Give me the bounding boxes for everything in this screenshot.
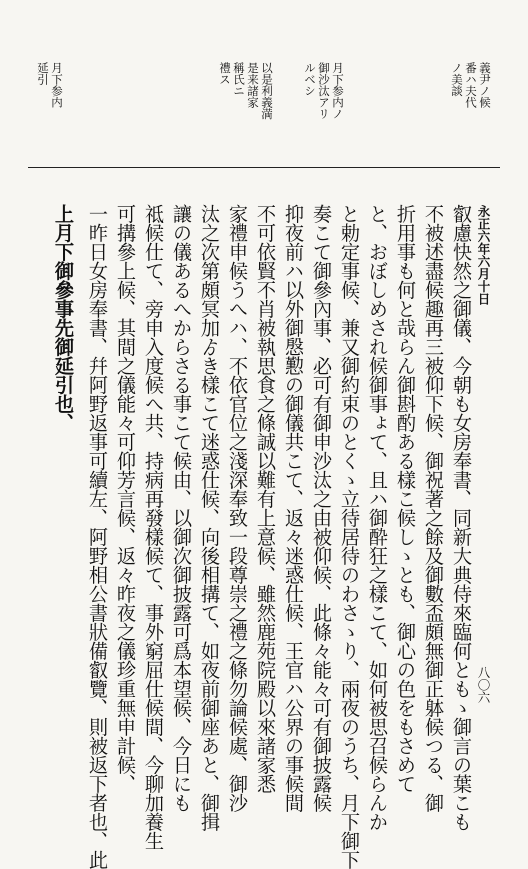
marginal-note-b-3: ルベシ xyxy=(303,62,317,97)
text-column-7: 抑夜前ハ以外御慇懃の御儀共こて、返々迷惑仕候、王官ハ公界の事候間 xyxy=(282,204,305,812)
marginal-note-b-2: 御沙汰アリ xyxy=(317,62,331,120)
text-column-5: と勅定事候、兼又御約束のとくゝ立待居待のわさゝり、兩夜のうち、月下御下 xyxy=(338,204,361,869)
text-column-15: 上月下御參事先御延引也、 xyxy=(52,204,75,432)
text-column-8: 不可依賢不肖被執思食之條誠以難有上意候、雖然鹿苑院殿以來諸家悉 xyxy=(254,204,277,793)
marginal-note-c-4: 禮ス xyxy=(218,62,232,85)
marginal-note-c-1: 以是利義満 xyxy=(260,62,274,120)
page-number: 八〇六 xyxy=(476,666,491,704)
marginal-note-d-2: 延引 xyxy=(36,62,50,85)
text-column-13: 可搆參上候、其間之儀能々可仰芳言候、返々昨夜之儀珍重無申計候、 xyxy=(114,204,137,793)
text-column-6: 奏こて御參內事、必可有御申沙汰之由被仰候、此條々能々可有御披露候 xyxy=(310,204,333,812)
marginal-note-d-1: 月下参内 xyxy=(50,62,64,108)
text-column-12: 祗候仕て、旁申入度候へ共、持病再發樣候て、事外窮屈仕候間、今聊加養生 xyxy=(142,204,165,850)
header-rule xyxy=(28,167,500,168)
marginal-note-a-3: ノ美談 xyxy=(450,62,464,97)
text-column-1: 叡慮快然之御儀、今朝も女房奉書、同新大典侍來臨何ともゝ御言の葉こも xyxy=(450,204,473,831)
text-column-2: 不被述盡候趣再三被仰下候、御祝著之餘及御數盃頗無御正躰候つる、御 xyxy=(422,204,445,812)
text-column-10: 汰之次第頗冥加ゟき樣こて迷惑仕候、向後相搆て、如夜前御座あと、御揖 xyxy=(198,204,221,831)
text-column-3: 折用事も何と哉らん御斟酌ある樣こ候しゝとも、御心の色をもさめて xyxy=(394,204,417,793)
marginal-note-b-1: 月下参内ノ xyxy=(331,62,345,120)
text-column-11: 讓の儀あるへからさる事こて候由、以御次御披露可爲本望候、今日にも xyxy=(170,204,193,812)
marginal-note-c-2: 是来諸家 xyxy=(246,62,260,108)
text-column-4: と、おぼしめされ候御事ょて、且ハ御酔狂之樣こて、如何被思召候らんか xyxy=(366,204,389,831)
marginal-note-a-1: 義尹ノ候 xyxy=(478,62,492,108)
marginal-note-a-2: 番ハ夫代 xyxy=(464,62,478,108)
marginal-note-c-3: 稱氏ニ xyxy=(232,62,246,97)
running-header-date: 永正六年六月十日 xyxy=(476,205,491,305)
text-column-14: 一昨日女房奉書、幷阿野返事可續左、阿野相公書狀備叡覽、則被返下者也、此 xyxy=(86,204,109,869)
text-column-9: 家禮申候うへハ、不依官位之淺深奉致一段尊崇之禮之條勿論候處、御沙 xyxy=(226,204,249,812)
